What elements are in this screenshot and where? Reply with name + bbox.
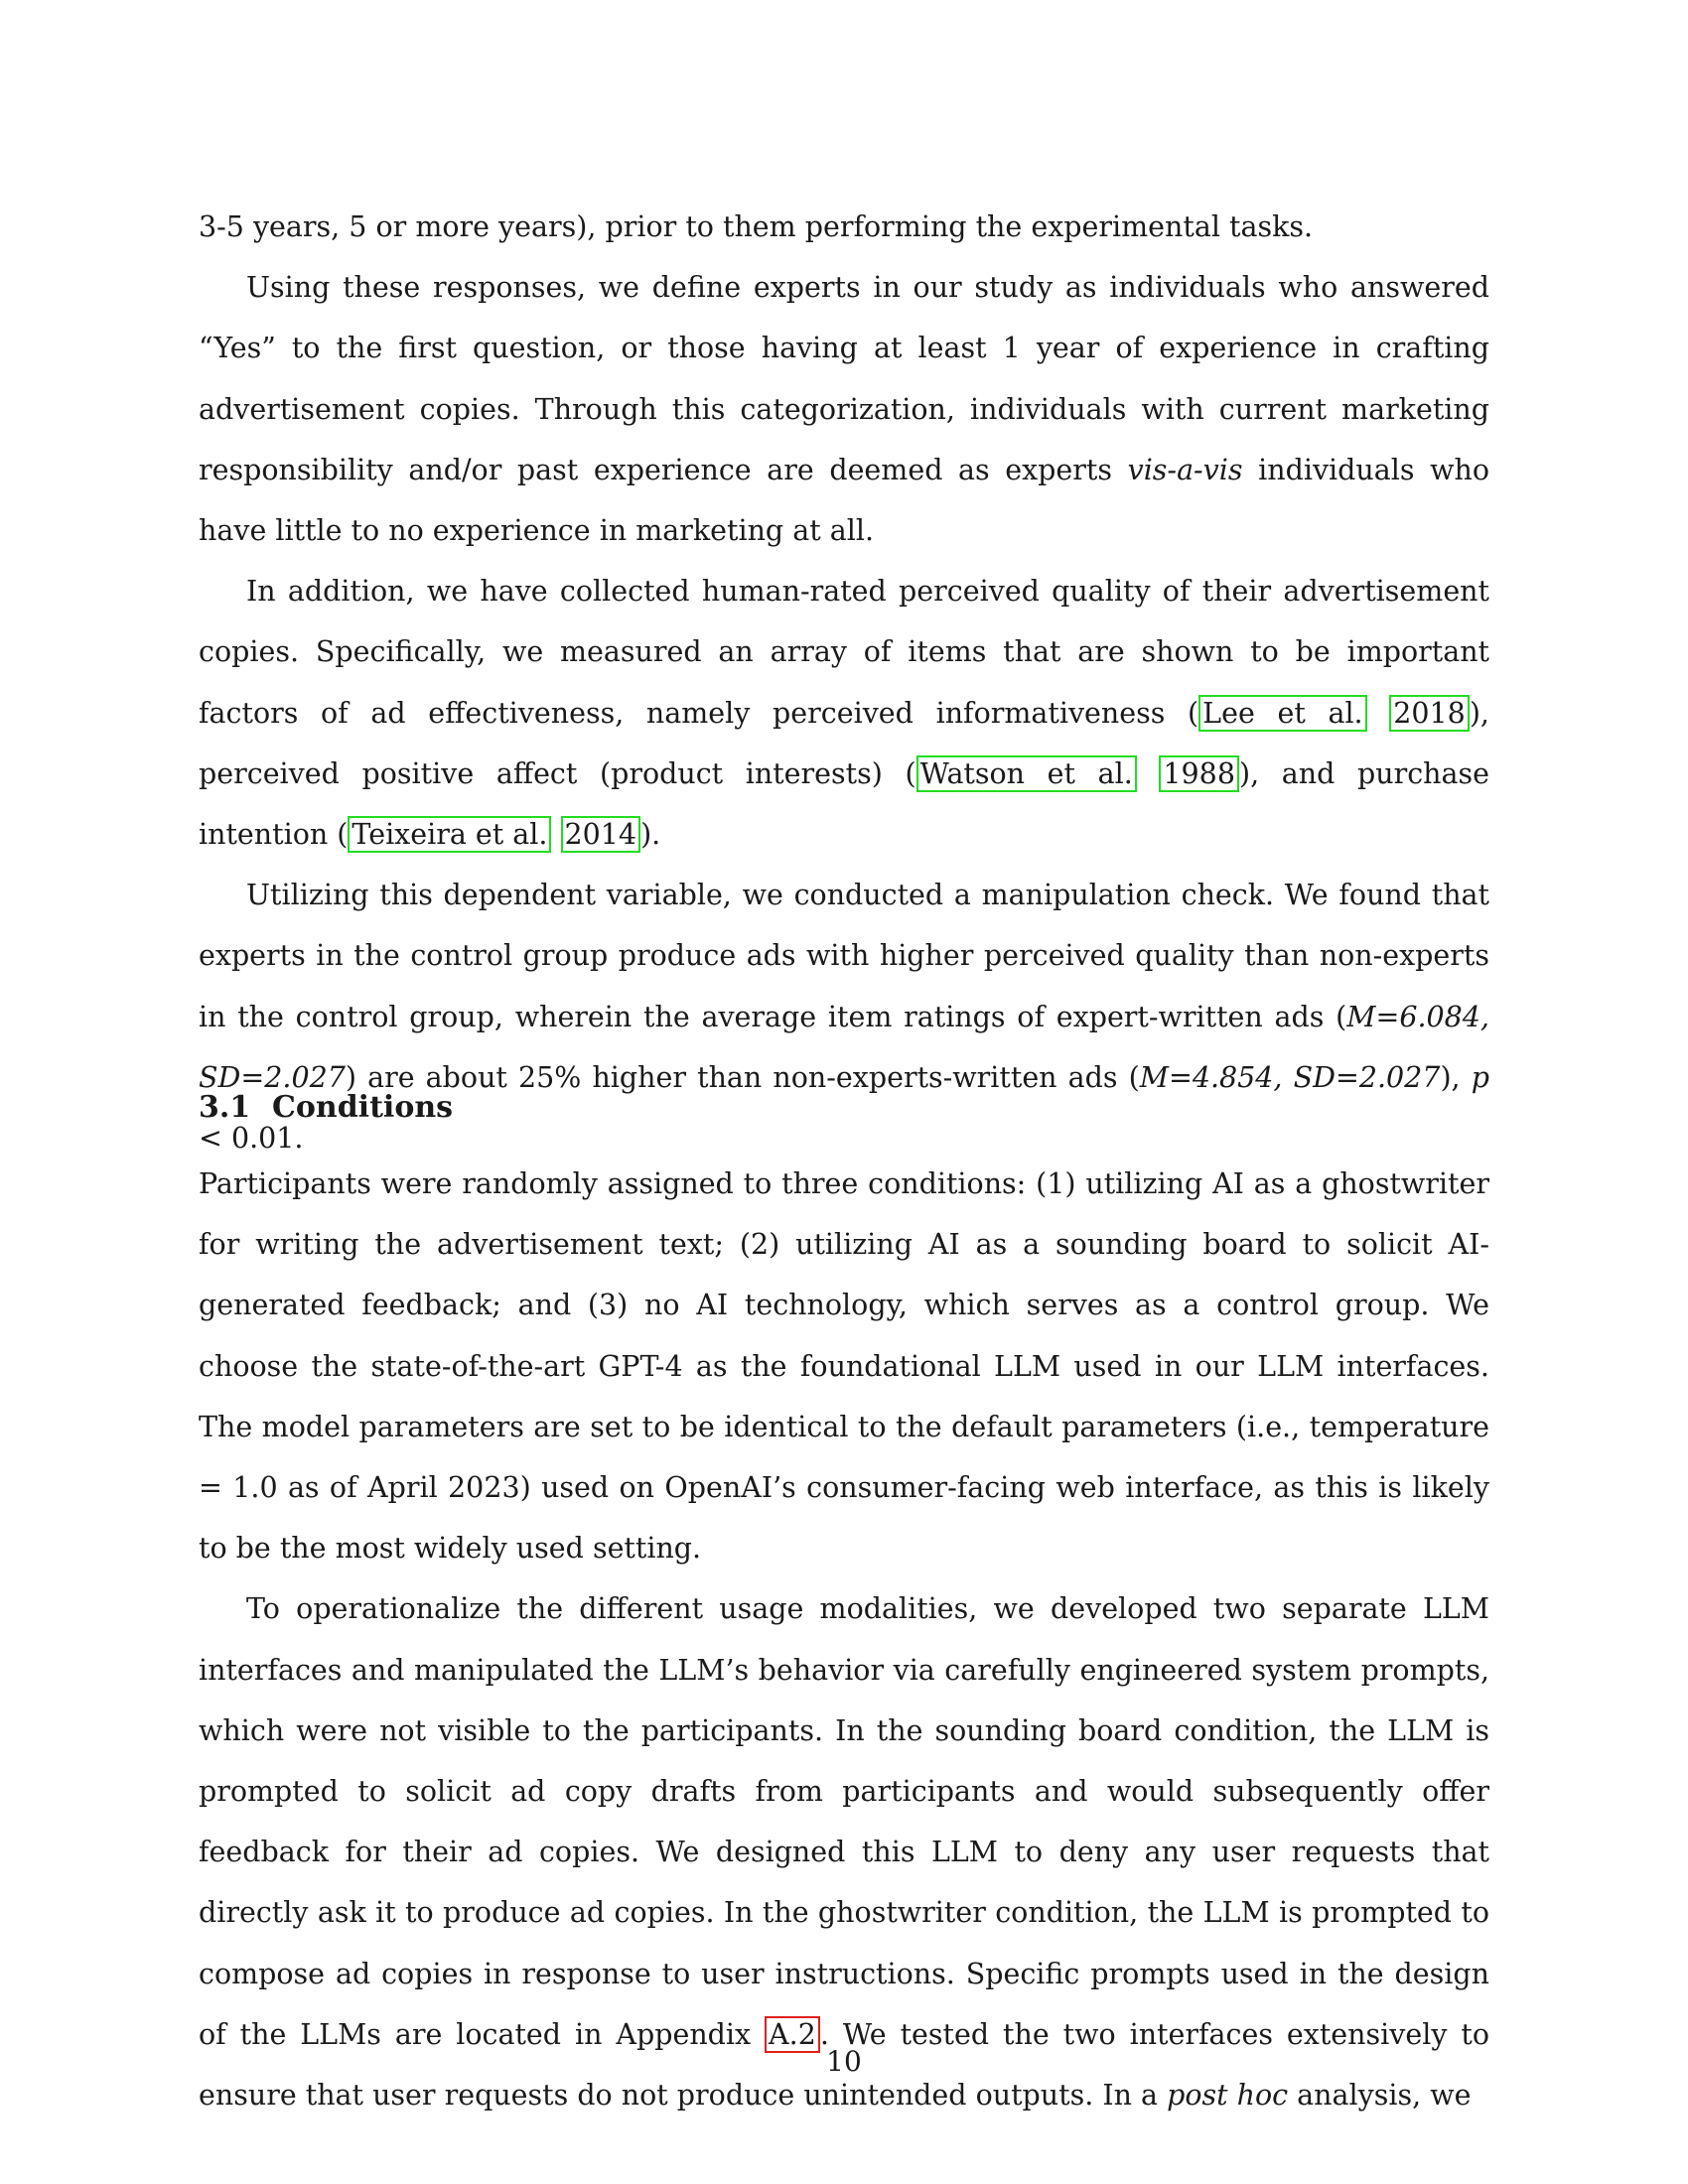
paragraph-operationalization <box>199 1578 1489 2125</box>
section-title: Conditions <box>272 1090 454 1125</box>
text-run: ), <box>1440 1060 1472 1094</box>
paragraph-conditions: Participants were randomly assigned to three conditions: (1) utilizing AI as a ghostwriter for writing the advertisement text; (2) utilizing AI as a sounding board to solicit AI-generated feedback; and (3) no AI technology, which serves as a control group. We choose the state-of-the-art GPT-4 as the foundational LLM used in our LLM interfaces. The model parameters are set to be identical to the default parameters (i.e., temperature = 1.0 as of April 2023) used on OpenAI’s consumer-facing web interface, as this is likely to be the most widely used setting. <box>199 1167 1489 1566</box>
statistic: M=4.854, SD=2.027 <box>1139 1060 1441 1094</box>
p-value-symbol: p <box>1471 1060 1489 1094</box>
citation-link[interactable]: Teixeira et al. <box>348 816 551 853</box>
statistic: M=6.084, SD=2.027 <box>199 1000 1489 1094</box>
text-run: ), perceived positive affect (product interests) ( <box>199 696 1489 790</box>
text-run: < 0.01. <box>199 1122 304 1156</box>
text-run: ). <box>640 818 661 852</box>
paragraph-experts-definition <box>199 257 1489 561</box>
section-number: 3.1 <box>199 1090 251 1125</box>
citation-year-link[interactable]: 1988 <box>1159 755 1239 792</box>
text-run: . We tested the two interfaces extensively to ensure that user requests do not produce unintended outputs. In a <box>199 2017 1489 2113</box>
paragraph-continuation: 3-5 years, 5 or more years), prior to them performing the experimental tasks. <box>199 210 1314 243</box>
paper-body <box>199 197 1489 1168</box>
text-run: ), and purchase intention ( <box>199 756 1490 852</box>
text-run: individuals who have little to no experience in marketing at all. <box>199 453 1490 548</box>
citation-year-link[interactable]: 2014 <box>561 816 641 853</box>
paragraph-perceived-quality <box>199 561 1489 865</box>
citation-link[interactable]: Lee et al. <box>1198 695 1366 732</box>
citation-link[interactable]: Watson et al. <box>916 755 1137 792</box>
text-run: analysis, we <box>1288 2079 1472 2113</box>
section-heading <box>199 1090 453 1125</box>
italic-term: vis-a-vis <box>1127 453 1243 486</box>
text-run: In addition, we have collected human-rated perceived quality of their advertisement copies. Specifically, we measured an array of items that are shown to be important factors of ad effectiveness, namely perceived informativeness ( <box>199 575 1489 730</box>
text-run: To operationalize the different usage modalities, we developed two separate LLM interfaces and manipulated the LLM’s behavior via carefully engineered system prompts, which were not visible to the participants. In the sounding board condition, the LLM is prompted to solicit ad copy drafts from participants and would subsequently offer feedback for their ad copies. We designed this LLM to deny any user requests that directly ask it to produce ad copies. In the ghostwriter condition, the LLM is prompted to compose ad copies in response to user instructions. Specific prompts used in the design of the LLMs are located in Appendix <box>199 1592 1489 2051</box>
appendix-link[interactable]: A.2 <box>765 2016 820 2053</box>
text-run: Utilizing this dependent variable, we conducted a manipulation check. We found that experts in the control group produce ads with higher perceived quality than non-experts in the control group, wherein the average item ratings of expert-written ads ( <box>199 879 1489 1033</box>
italic-term: post hoc <box>1167 2079 1289 2113</box>
paper-body-section <box>199 1154 1489 2125</box>
page-number: 10 <box>826 2045 862 2078</box>
text-run: ) are about 25% higher than non-experts-written ads ( <box>345 1060 1140 1094</box>
citation-year-link[interactable]: 2018 <box>1389 695 1470 732</box>
text-run: Using these responses, we define experts in our study as individuals who answered “Yes” to the first question, or those having at least 1 year of experience in crafting advertisement copies. Through this categorization, individuals with current marketing responsibility and/or past experience are deemed as experts <box>199 271 1489 486</box>
